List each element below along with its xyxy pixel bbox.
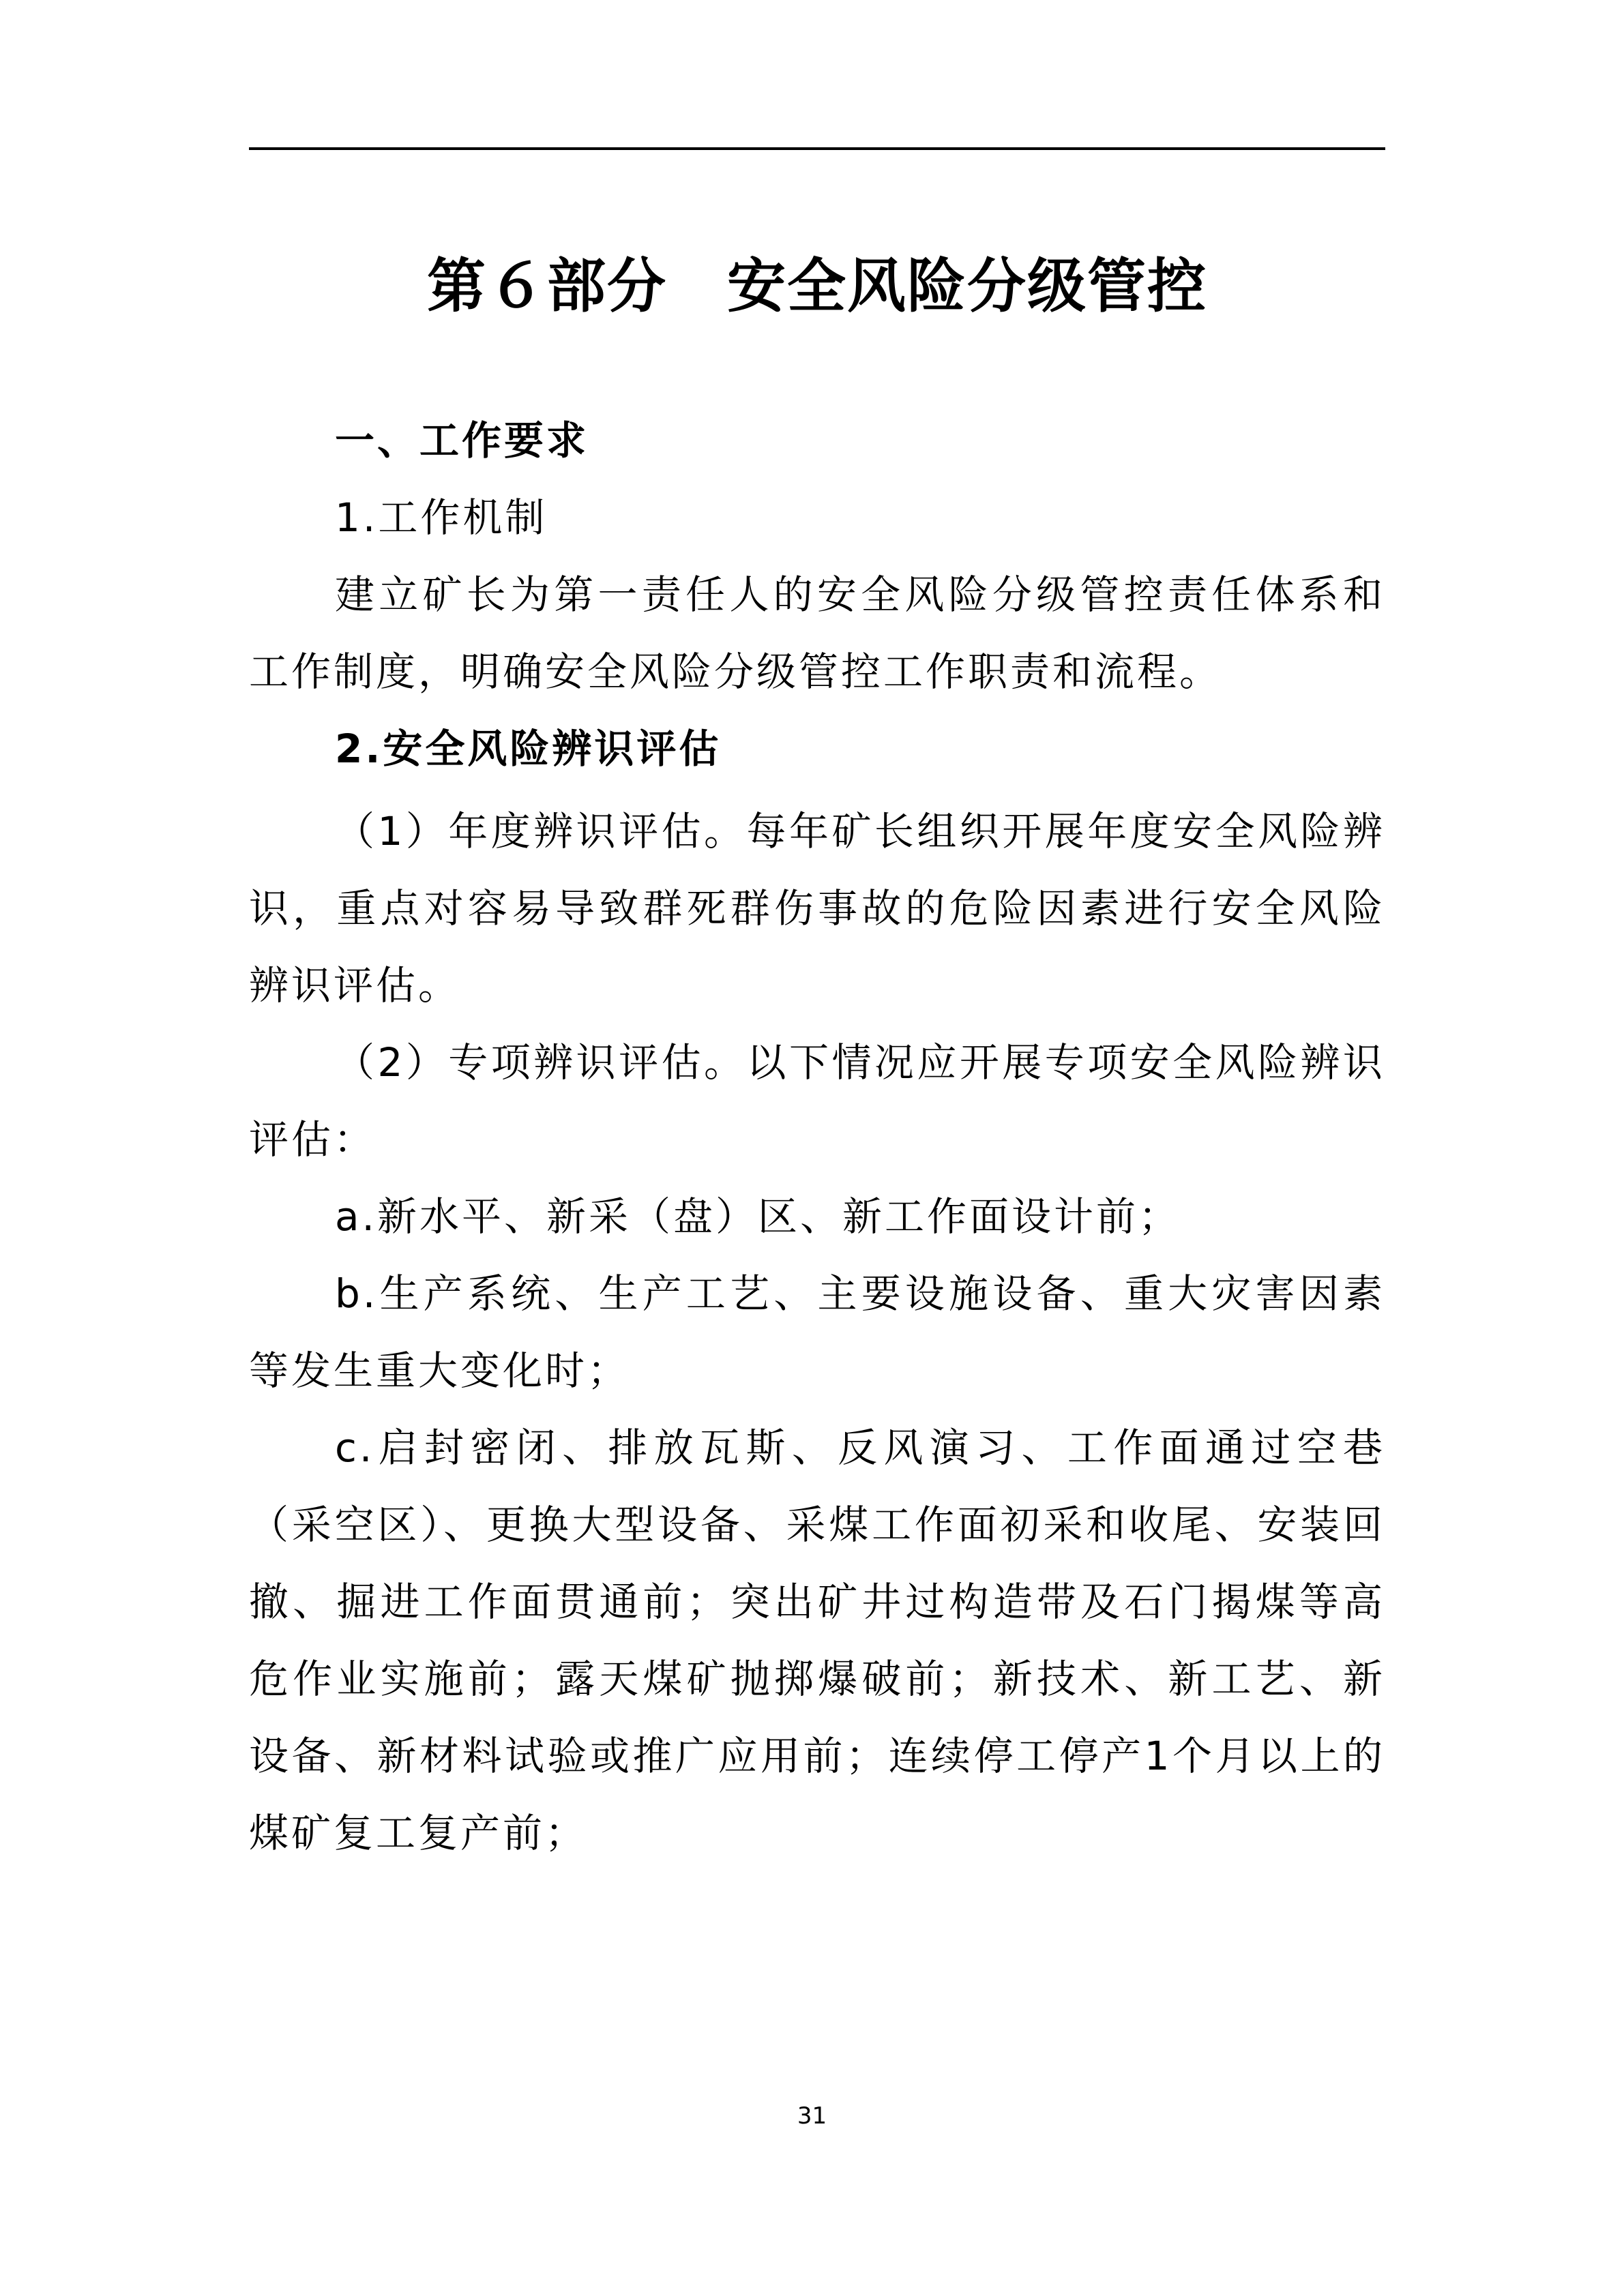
page-number: 31 — [797, 2102, 827, 2130]
page-title: 第６部分 安全风险分级管控 — [427, 252, 1207, 320]
list-item-b: b.生产系统、生产工艺、主要设施设备、重大灾害因素等发生重大变化时； — [249, 1270, 1385, 1394]
header-rule — [249, 147, 1385, 150]
paragraph-special-assessment: （2）专项辨识评估。以下情况应开展专项安全风险辨识评估： — [249, 1039, 1385, 1163]
section-heading-work-requirements: 一、工作要求 — [335, 417, 589, 464]
list-item-a: a.新水平、新采（盘）区、新工作面设计前； — [335, 1193, 1181, 1240]
list-item-c: c.启封密闭、排放瓦斯、反风演习、工作面通过空巷（采空区）、更换大型设备、采煤工作面初采和收尾、安装回撤、掘进工作面贯通前；突出矿井过构造带及石门揭煤等高危作业实施前；露天煤矿抛掷爆破前；新技术、新工艺、新设备、新材料试验或推广应用前；连续停工停产1个月以上的煤矿复工复产前； — [249, 1425, 1385, 1856]
paragraph-work-mechanism: 建立矿长为第一责任人的安全风险分级管控责任体系和工作制度，明确安全风险分级管控工作职责和流程。 — [249, 571, 1385, 695]
subheading-risk-identification: 2.安全风险辨识评估 — [335, 726, 722, 772]
paragraph-annual-assessment: （1）年度辨识评估。每年矿长组织开展年度安全风险辨识，重点对容易导致群死群伤事故的危险因素进行安全风险辨识评估。 — [249, 808, 1385, 1009]
document-body — [249, 402, 1385, 1872]
subheading-work-mechanism: 1.工作机制 — [335, 494, 548, 541]
